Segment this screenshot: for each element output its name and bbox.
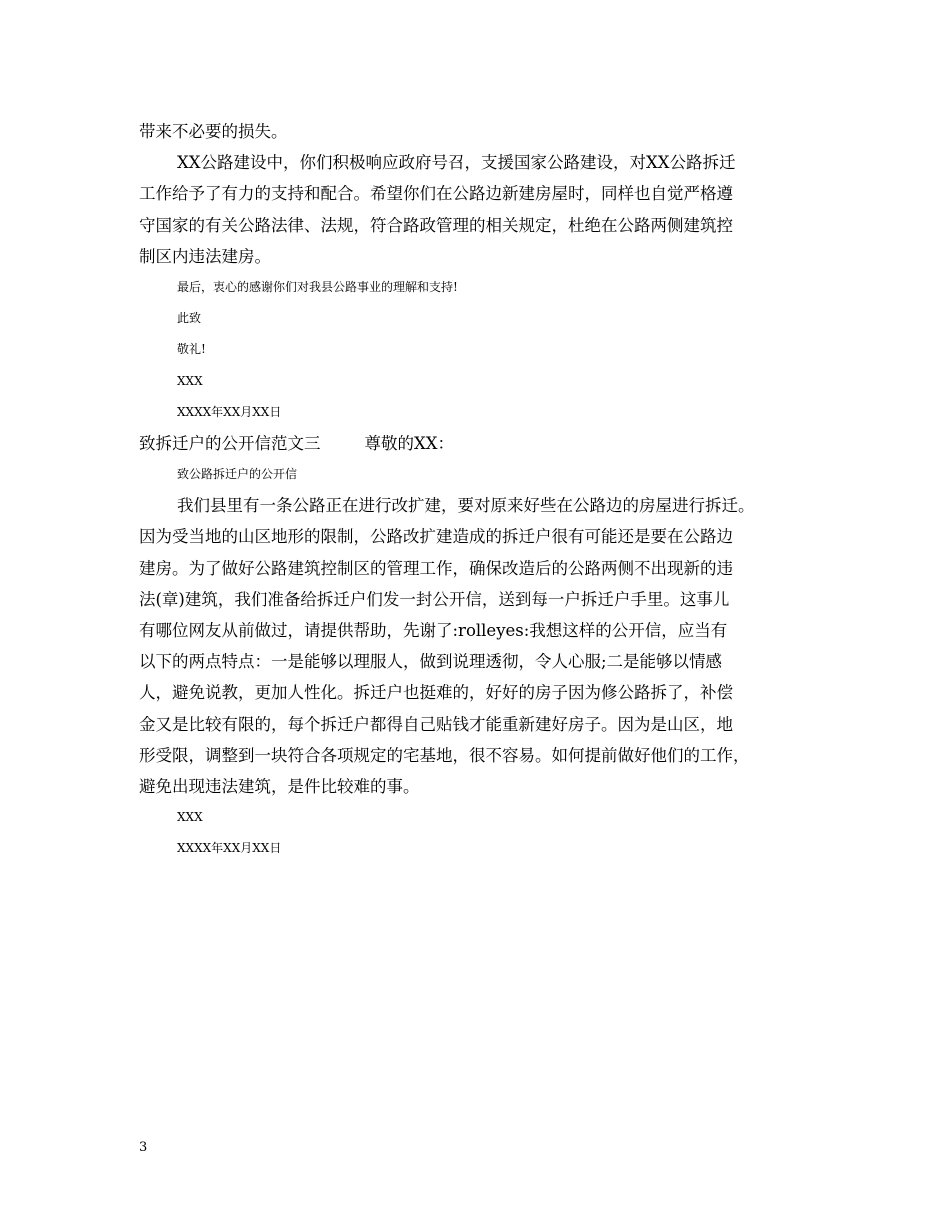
paragraph-line: 人，避免说教，更加人性化。拆迁户也挺难的，好好的房子因为修公路拆了，补偿 <box>139 683 733 703</box>
greeting: 尊敬的XX： <box>364 433 454 453</box>
signature-line: XXX <box>177 810 203 825</box>
section-heading-line <box>139 428 814 459</box>
paragraph-line: 建房。为了做好公路建筑控制区的管理工作，确保改造后的公路两侧不出现新的违 <box>139 558 733 578</box>
signature-line: XXX <box>177 373 203 388</box>
closing-line: 此致 <box>177 311 202 326</box>
page-number: 3 <box>139 1140 148 1155</box>
section-heading: 致拆迁户的公开信范文三 <box>139 433 321 453</box>
document-body <box>139 116 814 865</box>
paragraph-line: 带来不必要的损失。 <box>139 122 288 141</box>
salutation-line: 敬礼! <box>177 342 206 357</box>
paragraph-line: 制区内违法建房。 <box>139 246 271 266</box>
paragraph-line: 工作给予了有力的支持和配合。希望你们在公路边新建房屋时，同样也自觉严格遵 <box>139 184 733 204</box>
paragraph-line: 以下的两点特点：一是能够以理服人，做到说理透彻，令人心服;二是能够以情感 <box>139 652 723 672</box>
paragraph-line: 法(章)建筑，我们准备给拆迁户们发一封公开信，送到每一户拆迁户手里。这事儿 <box>139 589 730 609</box>
paragraph-line: 因为受当地的山区地形的限制，公路改扩建造成的拆迁户很有可能还是要在公路边 <box>139 527 733 547</box>
paragraph-line: 有哪位网友从前做过，请提供帮助，先谢了:rolleyes:我想这样的公开信，应当有 <box>139 621 728 640</box>
letter-title: 致公路拆迁户的公开信 <box>177 467 298 482</box>
paragraph-line: 形受限，调整到一块符合各项规定的宅基地，很不容易。如何提前做好他们的工作， <box>139 745 750 765</box>
paragraph-line: 金又是比较有限的，每个拆迁户都得自己贴钱才能重新建好房子。因为是山区，地 <box>139 714 733 734</box>
paragraph-line: 避免出现违法建筑，是件比较难的事。 <box>139 776 420 796</box>
date-line: XXXX年XX月XX日 <box>177 404 282 419</box>
paragraph-line: XX公路建设中，你们积极响应政府号召，支援国家公路建设，对XX公路拆迁 <box>177 153 736 173</box>
date-line: XXXX年XX月XX日 <box>177 841 282 856</box>
paragraph-line: 最后，衷心的感谢你们对我县公路事业的理解和支持! <box>177 279 458 294</box>
paragraph-line: 我们县里有一条公路正在进行改扩建，要对原来好些在公路边的房屋进行拆迁。 <box>177 496 755 516</box>
paragraph-line: 守国家的有关公路法律、法规，符合路政管理的相关规定，杜绝在公路两侧建筑控 <box>139 215 733 235</box>
